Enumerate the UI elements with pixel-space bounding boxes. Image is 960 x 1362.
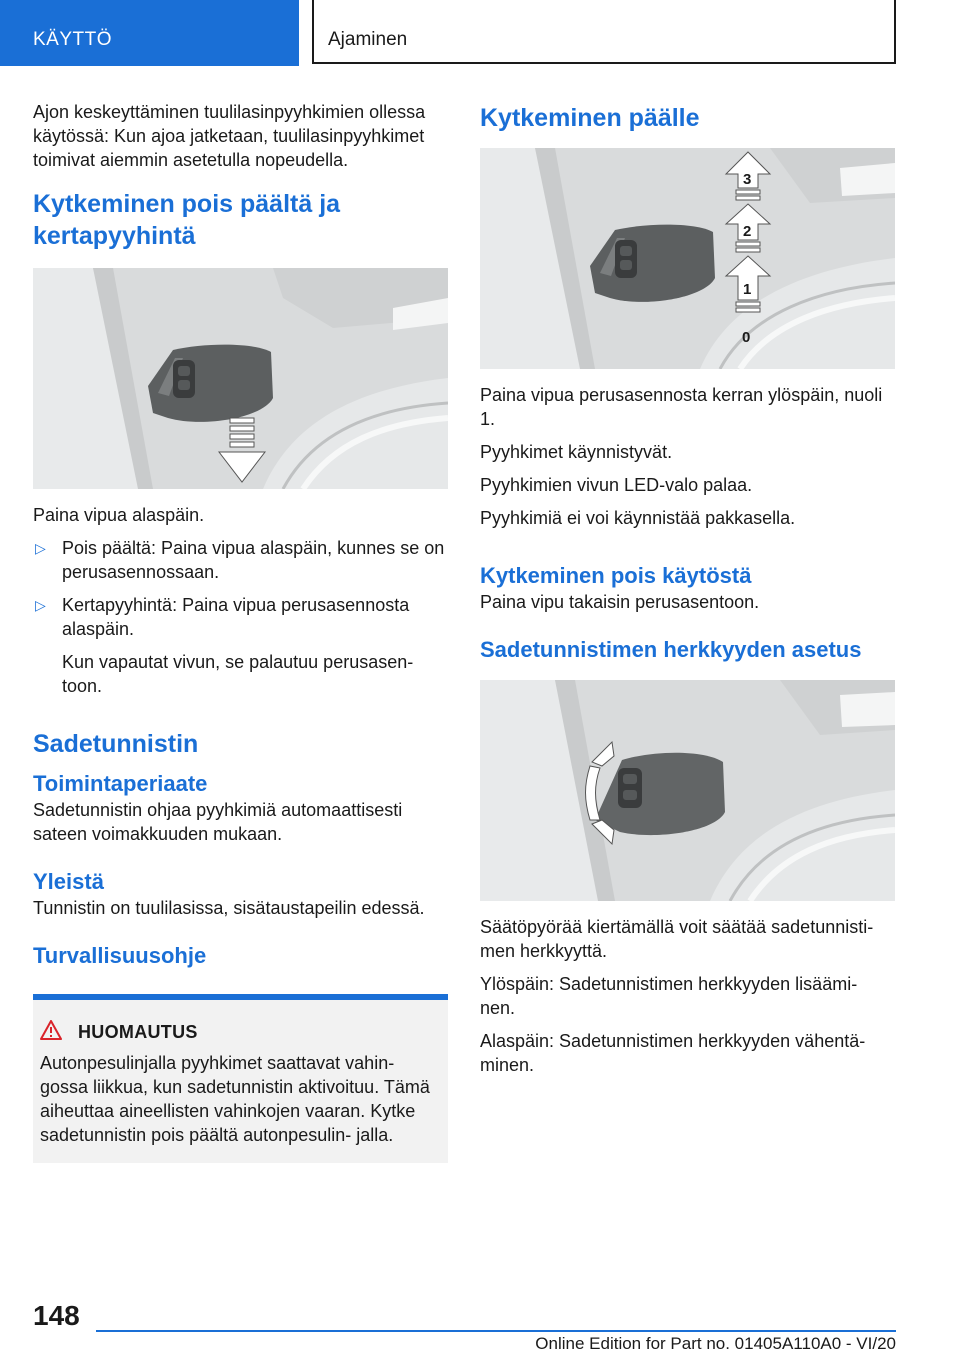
paragraph-on-2: Pyyhkimet käynnistyvät. <box>480 442 673 462</box>
heading-safety: Turvallisuusohje <box>33 943 207 968</box>
intro-paragraph: Ajon keskeyttäminen tuulilasinpyyhkimien ollessa käytössä: Kun ajoa jatketaan, tuulilasinpyyhkimet toimivat aiemmin asetetulla nopeudella. <box>33 102 426 170</box>
bullet-triangle-icon: ▷ <box>35 540 46 556</box>
paragraph-principle: Sadetunnistin ohjaa pyyhkimiä automaattisesti sateen voimakkuuden mukaan. <box>33 800 403 844</box>
page-number: 148 <box>33 1300 80 1331</box>
chapter-title: Ajaminen <box>312 0 896 64</box>
bullet-off <box>33 536 448 584</box>
paragraph-on-4: Pyyhkimiä ei voi käynnistää pakkasella. <box>480 508 796 528</box>
left-column <box>33 100 448 1163</box>
heading-rain-sensor: Sadetunnistin <box>33 730 199 758</box>
warning-box <box>33 994 448 1163</box>
paragraph-press-down: Paina vipua alaspäin. <box>33 505 205 525</box>
paragraph-general: Tunnistin on tuulilasissa, sisätaustapeilin edessä. <box>33 898 425 918</box>
footer-edition: Online Edition for Part no. 01405A110A0 - VI/20 <box>535 1334 896 1353</box>
paragraph-on-3: Pyyhkimien vivun LED-valo palaa. <box>480 475 753 495</box>
bullet-single-wipe <box>33 593 448 698</box>
figure-sensitivity-wheel <box>480 680 895 901</box>
heading-deactivate: Kytkeminen pois käytöstä <box>480 563 752 588</box>
paragraph-on-1: Paina vipua perusasennosta kerran ylöspäin, nuoli 1. <box>480 385 883 429</box>
right-column <box>480 100 895 1077</box>
arrow-label-1: 1 <box>743 281 752 298</box>
paragraph-sensitivity-2: Ylöspäin: Sadetunnistimen herkkyyden lisäämi- nen. <box>480 974 858 1018</box>
arrow-label-2: 2 <box>743 223 752 240</box>
heading-switch-off: Kytkeminen pois päältä ja kertapyyhintä <box>33 190 341 250</box>
arrow-label-3: 3 <box>743 171 752 188</box>
bullet-text: Pois päältä: Paina vipua alaspäin, kunnes se on perusasennossaan. <box>62 538 445 582</box>
paragraph-sensitivity-1: Säätöpyörää kiertämällä voit säätää sadetunnisti- men herkkyyttä. <box>480 917 874 961</box>
bullet-text: Kertapyyhintä: Paina vipua perusasennosta alaspäin. <box>62 595 410 639</box>
figure-lever-up <box>480 148 895 369</box>
footer-divider <box>96 1330 896 1332</box>
warning-title: HUOMAUTUS <box>78 1022 198 1042</box>
arrow-label-0: 0 <box>742 329 751 346</box>
figure-lever-down <box>33 268 448 489</box>
bullet-continuation: Kun vapautat vivun, se palautuu perusasen- toon. <box>62 652 414 696</box>
heading-switch-on: Kytkeminen päälle <box>480 104 700 132</box>
paragraph-sensitivity-3: Alaspäin: Sadetunnistimen herkkyyden vähentä- minen. <box>480 1031 866 1075</box>
warning-triangle-icon <box>40 1020 62 1045</box>
bullet-triangle-icon: ▷ <box>35 597 46 613</box>
heading-sensitivity: Sadetunnistimen herkkyyden asetus <box>480 637 862 662</box>
paragraph-deactivate: Paina vipu takaisin perusasentoon. <box>480 592 760 612</box>
section-tab: KÄYTTÖ <box>0 0 299 66</box>
warning-text: Autonpesulinjalla pyyhkimet saattavat vahin- gossa liikkua, kun sadetunnistin aktivoituu. Tämä aiheuttaa aineellisten vahinkojen vaaran. Kytke sadetunnistin pois päältä autonpesulin- jalla. <box>40 1053 430 1145</box>
heading-principle: Toimintaperiaate <box>33 771 208 796</box>
heading-general: Yleistä <box>33 869 104 894</box>
